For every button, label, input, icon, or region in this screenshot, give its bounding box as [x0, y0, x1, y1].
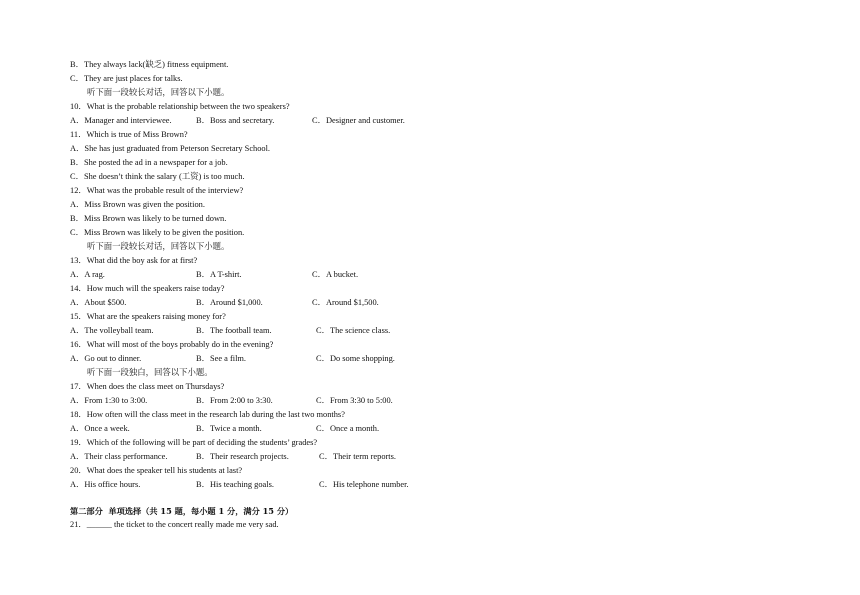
- option-row: [70, 298, 630, 308]
- question-stem: 19．Which of the following will be part of deciding the students’ grades?: [70, 438, 318, 447]
- answer-option: A．She has just graduated from Peterson Secretary School.: [70, 144, 271, 153]
- answer-option: C．From 3:30 to 5:00.: [316, 396, 393, 405]
- answer-option: C．Around $1,500.: [312, 298, 379, 307]
- option-row: [70, 270, 630, 280]
- answer-option: C．The science class.: [316, 326, 391, 335]
- answer-option: A．Manager and interviewee.: [70, 116, 172, 125]
- question-stem: 14．How much will the speakers raise today?: [70, 284, 225, 293]
- option-row: [70, 354, 630, 364]
- answer-option: C．Their term reports.: [319, 452, 396, 461]
- question-stem: 13．What did the boy ask for at first?: [70, 256, 198, 265]
- answer-option: C．She doesn’t think the salary (工资) is too much.: [70, 172, 245, 181]
- answer-option: A．From 1:30 to 3:00.: [70, 396, 148, 405]
- listening-instruction: 听下面一段较长对话，回答以下小题。: [87, 242, 230, 251]
- answer-option: A．About $500.: [70, 298, 127, 307]
- option-row: [70, 326, 630, 336]
- answer-option: B．Around $1,000.: [196, 298, 263, 307]
- question-stem: 11．Which is true of Miss Brown?: [70, 130, 188, 139]
- answer-option: A．Go out to dinner.: [70, 354, 142, 363]
- answer-option: B．Their research projects.: [196, 452, 289, 461]
- option-row: [70, 396, 630, 406]
- question-stem: 17．When does the class meet on Thursdays?: [70, 382, 225, 391]
- question-stem: 18．How often will the class meet in the research lab during the last two months?: [70, 410, 345, 419]
- listening-instruction: 听下面一段独白，回答以下小题。: [87, 368, 213, 377]
- answer-option: B．The football team.: [196, 326, 272, 335]
- answer-option: B．Boss and secretary.: [196, 116, 275, 125]
- option-row: [70, 452, 630, 462]
- answer-option: A．Their class performance.: [70, 452, 168, 461]
- question-stem: 15．What are the speakers raising money for?: [70, 312, 226, 321]
- option-row: [70, 116, 630, 126]
- answer-option: C．A bucket.: [312, 270, 359, 279]
- answer-option: C．Once a month.: [316, 424, 380, 433]
- answer-option: C．Miss Brown was likely to be given the position.: [70, 228, 245, 237]
- question-stem: 20．What does the speaker tell his students at last?: [70, 466, 243, 475]
- answer-option: B．Miss Brown was likely to be turned down.: [70, 214, 227, 223]
- answer-option: C．They are just places for talks.: [70, 74, 183, 83]
- answer-option: B．From 2:00 to 3:30.: [196, 396, 273, 405]
- question-stem: 16．What will most of the boys probably do in the evening?: [70, 340, 274, 349]
- answer-option: A．Miss Brown was given the position.: [70, 200, 205, 209]
- answer-option: A．A rag.: [70, 270, 105, 279]
- answer-option: B．A T-shirt.: [196, 270, 242, 279]
- answer-option: C．Do some shopping.: [316, 354, 395, 363]
- answer-option: B．She posted the ad in a newspaper for a job.: [70, 158, 228, 167]
- answer-option: A．Once a week.: [70, 424, 130, 433]
- answer-option: B．See a film.: [196, 354, 247, 363]
- answer-option: B．They always lack(缺乏) fitness equipment.: [70, 60, 229, 69]
- answer-option: B．Twice a month.: [196, 424, 262, 433]
- answer-option: B．His teaching goals.: [196, 480, 274, 489]
- answer-option: C．His telephone number.: [319, 480, 409, 489]
- option-row: [70, 480, 630, 490]
- listening-instruction: 听下面一段较长对话，回答以下小题。: [87, 88, 230, 97]
- answer-option: A．His office hours.: [70, 480, 141, 489]
- option-row: [70, 424, 630, 434]
- section-heading: 第二部分 单项选择（共 15 题，每小题 1 分，满分 15 分）: [70, 506, 294, 516]
- answer-option: C．Designer and customer.: [312, 116, 405, 125]
- question-stem: 12．What was the probable result of the interview?: [70, 186, 244, 195]
- question-stem: 10．What is the probable relationship between the two speakers?: [70, 102, 290, 111]
- question-stem: 21．______ the ticket to the concert really made me very sad.: [70, 520, 279, 529]
- answer-option: A．The volleyball team.: [70, 326, 154, 335]
